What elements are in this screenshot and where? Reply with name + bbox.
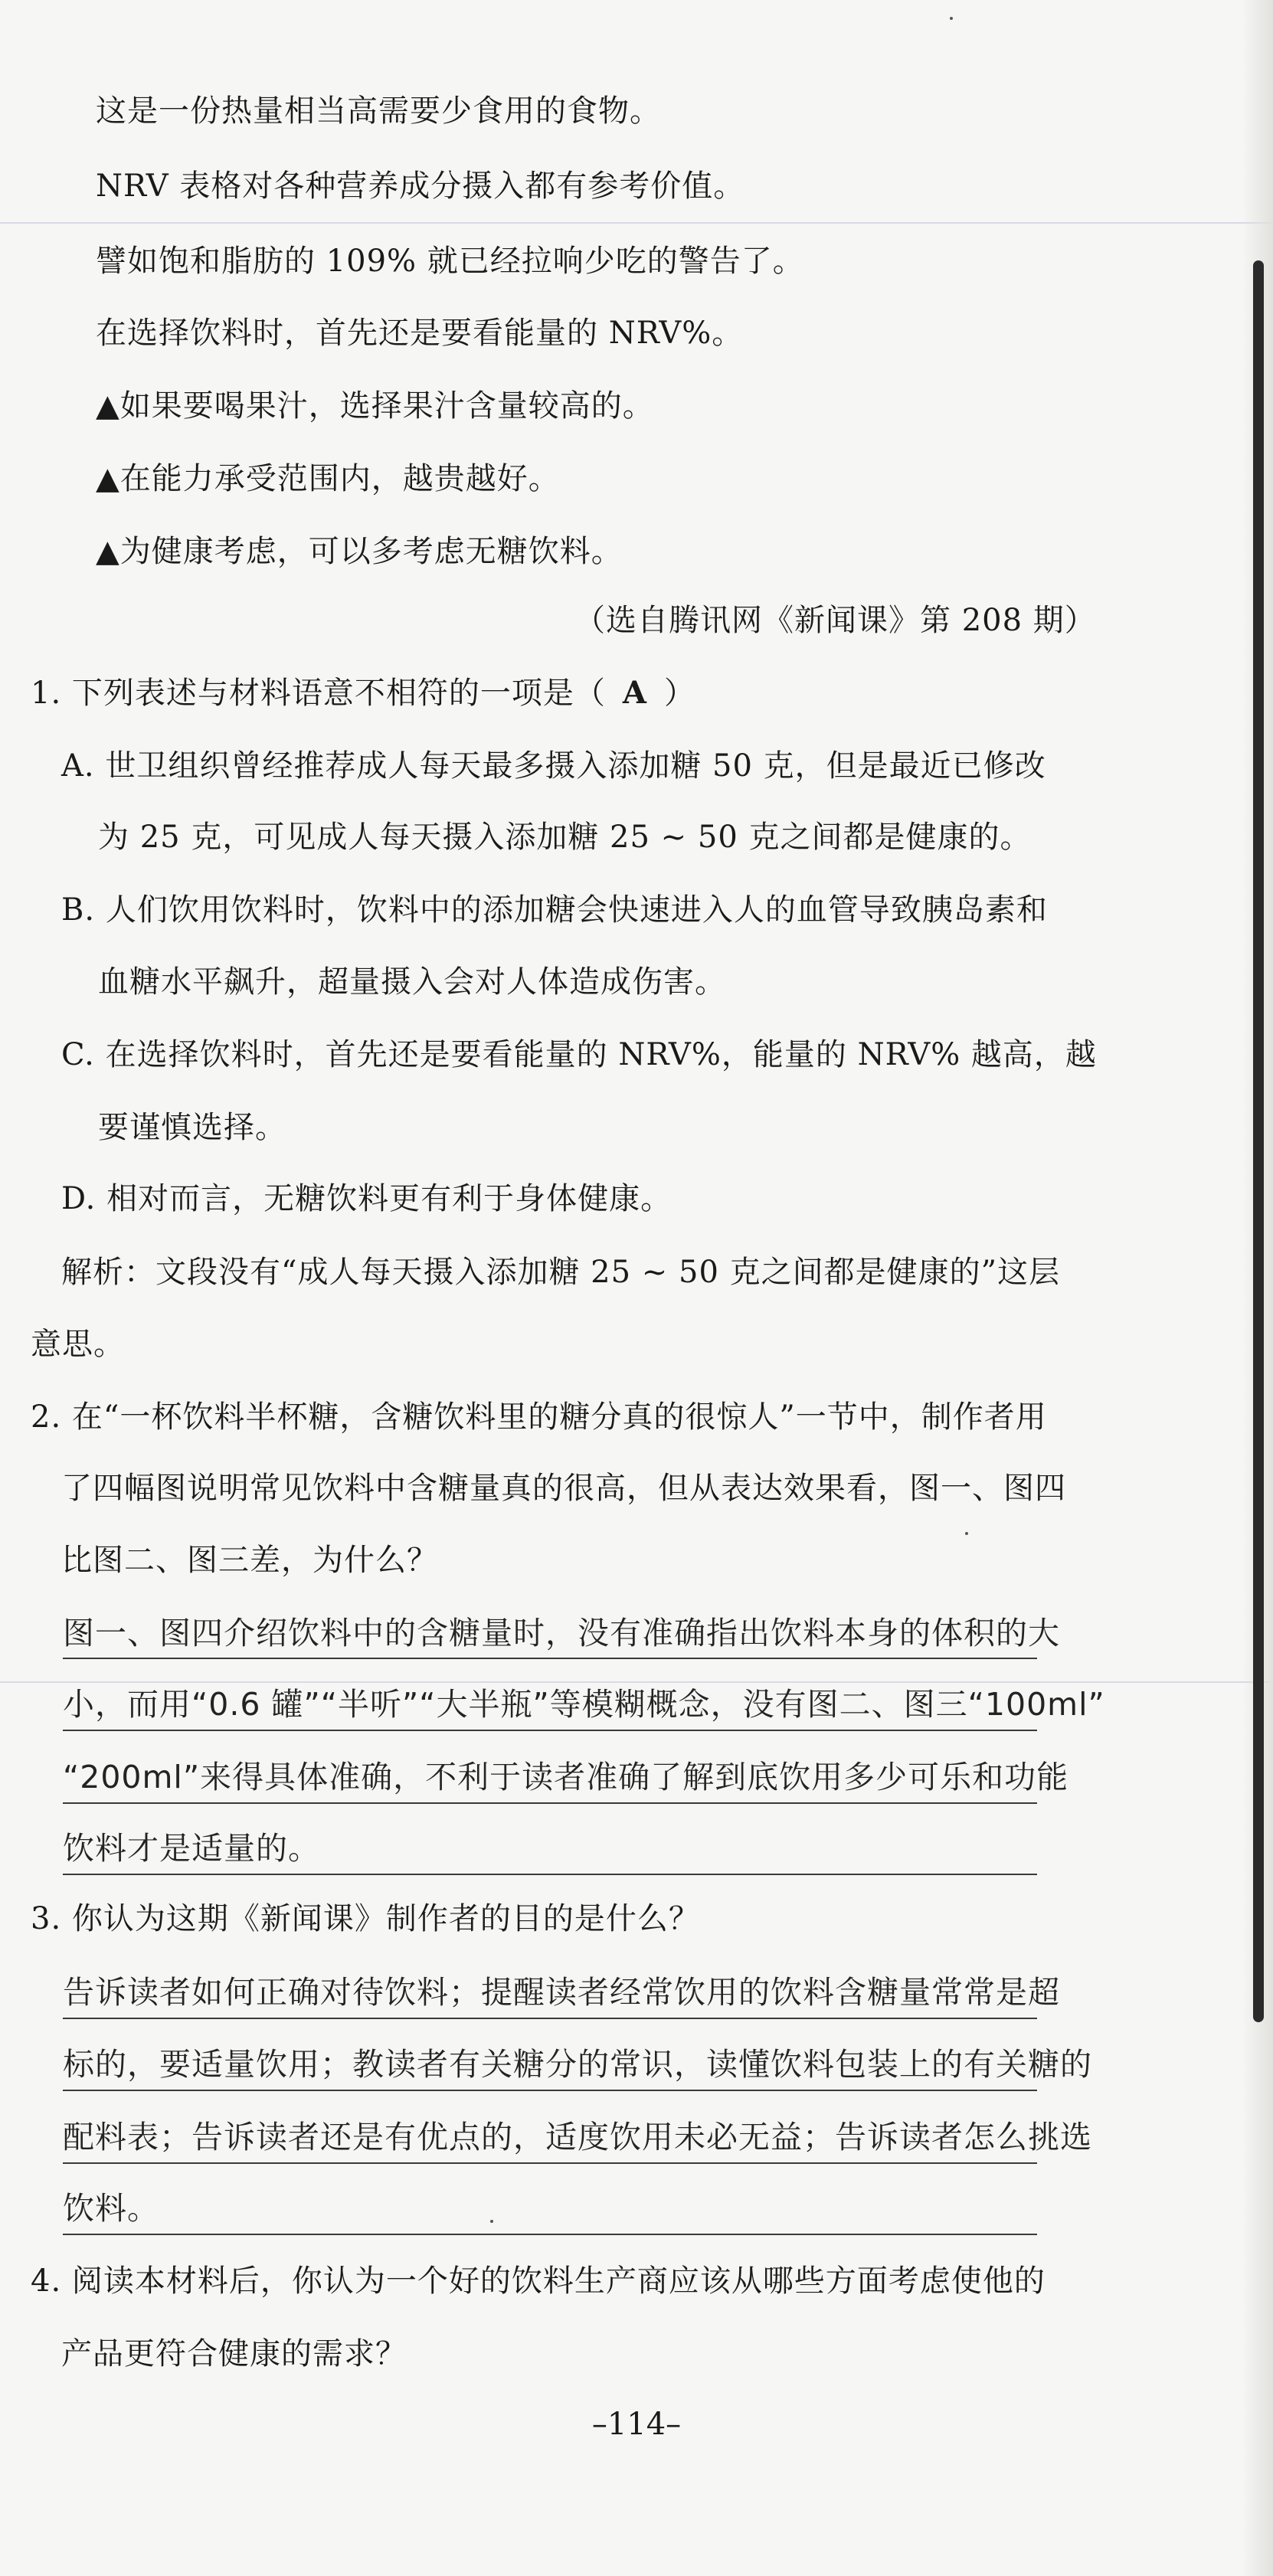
answer-rule [63,2018,1037,2019]
answer-rule [63,2234,1037,2235]
answer-rule [63,1874,1037,1875]
q1-analysis-cont: 意思。 [31,1327,125,1362]
answer-rule [63,1802,1037,1804]
material-bullet: ▲在能力承受范围内，越贵越好。 [96,461,560,496]
answer-rule [63,1658,1037,1659]
q1-option-a: A. 世卫组织曾经推荐成人每天最多摄入添加糖 50 克，但是最近已修改 [61,748,1046,784]
q1-option-c: C. 在选择饮料时，首先还是要看能量的 NRV%，能量的 NRV% 越高，越 [61,1037,1097,1072]
material-line: 这是一份热量相当高需要少食用的食物。 [96,93,661,129]
q1-stem-text: 1. 下列表述与材料语意不相符的一项是（ [31,676,606,711]
q3-stem: 3. 你认为这期《新闻课》制作者的目的是什么？ [31,1901,700,1936]
scan-speck [965,1532,968,1535]
q2-answer-line: 小，而用“0.6 罐”“半听”“大半瓶”等模糊概念，没有图二、图三“100ml” [63,1686,1105,1723]
q2-stem: 2. 在“一杯饮料半杯糖，含糖饮料里的糖分真的很惊人”一节中，制作者用 [31,1399,1047,1435]
q1-stem-close: ） [663,676,695,711]
q3-answer-line: 告诉读者如何正确对待饮料；提醒读者经常饮用的饮料含糖量常常是超 [63,1974,1060,2011]
q2-answer-line: 图一、图四介绍饮料中的含糖量时，没有准确指出饮料本身的体积的大 [63,1615,1060,1651]
scan-speck [490,2220,493,2223]
answer-rule [63,2090,1037,2091]
q1-option-b: B. 人们饮用饮料时，饮料中的添加糖会快速进入人的血管导致胰岛素和 [61,892,1048,928]
material-line: 譬如饱和脂肪的 109% 就已经拉响少吃的警告了。 [96,244,804,279]
scan-speck [950,17,953,20]
page-number: –114– [591,2407,682,2442]
material-source: （选自腾讯网《新闻课》第 208 期） [574,603,1096,638]
q1-answer: A [622,675,647,711]
material-line: NRV 表格对各种营养成分摄入都有参考价值。 [96,169,745,204]
material-bullet: ▲如果要喝果汁，选择果汁含量较高的。 [96,388,654,424]
q1-stem [31,674,695,712]
answer-rule [63,2162,1037,2164]
q2-stem-cont: 了四幅图说明常见饮料中含糖量真的很高，但从表达效果看，图一、图四 [61,1471,1066,1506]
q3-answer-line: 标的，要适量饮用；教读者有关糖分的常识，读懂饮料包装上的有关糖的 [63,2046,1092,2083]
scan-artifact-line [0,1681,1273,1683]
answer-rule [63,1730,1037,1731]
binding-edge-mark [1253,260,1264,2022]
q1-option-a-cont: 为 25 克，可见成人每天摄入添加糖 25 ~ 50 克之间都是健康的。 [98,820,1032,855]
q3-answer-line: 饮料。 [63,2190,159,2227]
q4-stem-cont: 产品更符合健康的需求？ [61,2336,407,2371]
q4-stem: 4. 阅读本材料后，你认为一个好的饮料生产商应该从哪些方面考虑使他的 [31,2263,1046,2299]
q1-analysis: 解析：文段没有“成人每天摄入添加糖 25 ~ 50 克之间都是健康的”这层 [61,1255,1061,1290]
q1-option-d: D. 相对而言，无糖饮料更有利于身体健康。 [61,1181,672,1216]
scan-artifact-line [0,222,1273,224]
q1-option-b-cont: 血糖水平飙升，超量摄入会对人体造成伤害。 [98,964,726,1000]
q2-answer-line: 饮料才是适量的。 [63,1830,320,1867]
q2-answer-line: “200ml”来得具体准确，不利于读者准确了解到底饮用多少可乐和功能 [63,1759,1069,1795]
material-bullet: ▲为健康考虑，可以多考虑无糖饮料。 [96,534,623,569]
q1-option-c-cont: 要谨慎选择。 [98,1110,286,1145]
material-line: 在选择饮料时，首先还是要看能量的 NRV%。 [96,316,744,351]
q3-answer-line: 配料表；告诉读者还是有优点的，适度饮用未必无益；告诉读者怎么挑选 [63,2119,1092,2155]
q2-stem-cont: 比图二、图三差，为什么？ [61,1543,438,1578]
